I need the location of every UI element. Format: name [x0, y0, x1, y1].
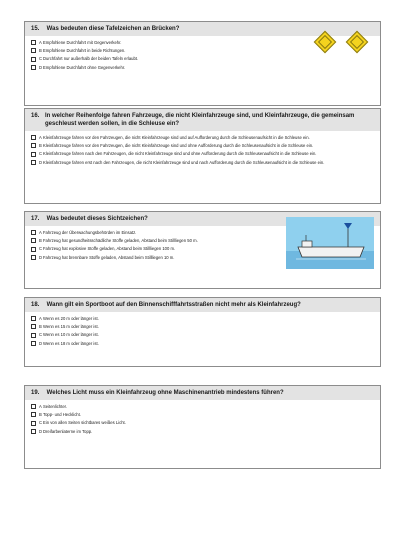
answer-checkbox[interactable]: [31, 421, 36, 426]
answer-text: Fahrzeug der Überwachungsbehörden im Einsatz.: [43, 230, 137, 235]
answer-checkbox[interactable]: [31, 247, 36, 252]
answer-option[interactable]: [31, 135, 374, 141]
question-header: [25, 386, 380, 400]
answer-text: Topp- und Hecklicht.: [43, 412, 81, 418]
answer-letter: D: [39, 159, 43, 165]
answer-letter: B: [39, 238, 42, 244]
answer-checkbox[interactable]: [31, 429, 36, 434]
answer-letter: C: [39, 332, 43, 338]
answer-checkbox[interactable]: [31, 57, 36, 62]
answer-option[interactable]: [31, 160, 374, 166]
answer-letter: D: [39, 254, 43, 260]
answer-checkbox[interactable]: [31, 230, 36, 235]
answer-letter: C: [39, 420, 43, 426]
answer-option[interactable]: [31, 404, 374, 410]
answer-text: Wenn es 10 m oder länger ist.: [43, 332, 99, 338]
answer-option[interactable]: [31, 246, 301, 252]
answer-option[interactable]: [31, 429, 374, 435]
answer-checkbox[interactable]: [31, 255, 36, 260]
answer-text: Fahrzeug hat explosive Stoffe geladen, Abstand beim Stillliegen 100 m.: [43, 246, 176, 252]
question-text: Was bedeuten diese Tafelzeichen an Brücken?: [46, 26, 180, 32]
answer-text: Ein von allen Seiten sichtbares weißes Licht.: [43, 420, 126, 426]
question-header: [25, 109, 380, 131]
answer-text: Kleinfahrzeuge fahren nach den Fahrzeugen, die nicht Kleinfahrzeuge sind und ohne Aufforderung durch die Schleusenaufsicht in die Schleuse ein.: [43, 151, 317, 157]
answer-option[interactable]: [31, 332, 374, 338]
question-text: Was bedeutet dieses Sichtzeichen?: [46, 216, 148, 222]
answer-checkbox[interactable]: [31, 324, 36, 329]
answer-letter: A: [39, 40, 42, 45]
question-number: 16.: [31, 113, 40, 119]
answer-letter: B: [39, 143, 42, 149]
answer-letter: C: [39, 246, 43, 252]
answer-checkbox[interactable]: [31, 160, 36, 165]
question-17: [24, 211, 381, 289]
answer-text: Kleinfahrzeuge fahren vor den Fahrzeugen, die nicht Kleinfahrzeuge sind und auf Aufforderung durch die Schleusenaufsicht in die Schleuse ein.: [43, 135, 310, 140]
answer-letter: C: [39, 56, 43, 62]
question-number: 18.: [31, 302, 40, 308]
answer-option[interactable]: [31, 143, 374, 149]
question-text: Wann gilt ein Sportboot auf den Binnenschifffahrtsstraßen nicht mehr als Kleinfahrzeug?: [46, 302, 301, 308]
question-number: 19.: [31, 390, 40, 396]
answer-text: Empfohlene Durchfahrt in beide Richtungen.: [43, 48, 126, 54]
answer-letter: A: [39, 404, 42, 409]
answer-option[interactable]: [31, 230, 301, 236]
answer-checkbox[interactable]: [31, 65, 36, 70]
answer-option[interactable]: [31, 420, 374, 426]
answer-checkbox[interactable]: [31, 238, 36, 243]
answer-option[interactable]: [31, 324, 374, 330]
answer-letter: D: [39, 64, 43, 70]
answer-text: Wenn es 15 m oder länger ist.: [43, 324, 99, 330]
answer-checkbox[interactable]: [31, 333, 36, 338]
answer-option[interactable]: [31, 238, 301, 244]
answer-option[interactable]: [31, 56, 374, 62]
answer-letter: A: [39, 316, 42, 321]
question-19: [24, 385, 381, 469]
answer-checkbox[interactable]: [31, 412, 36, 417]
answer-text: Seitenlichter.: [43, 404, 67, 409]
answer-checkbox[interactable]: [31, 143, 36, 148]
ship-with-blue-cone-illustration: [286, 217, 374, 269]
answer-checkbox[interactable]: [31, 316, 36, 321]
question-16: [24, 108, 381, 204]
answer-letter: C: [39, 151, 43, 157]
answer-checkbox[interactable]: [31, 135, 36, 140]
answer-text: Kleinfahrzeuge fahren vor den Fahrzeugen, die nicht Kleinfahrzeuge sind und ohne Aufforderung durch die Schleusenaufsicht in die Schleuse ein.: [43, 143, 314, 149]
answer-text: Durchfahrt nur außerhalb der beiden Tafeln erlaubt.: [43, 56, 139, 62]
answer-checkbox[interactable]: [31, 152, 36, 157]
answer-checkbox[interactable]: [31, 40, 36, 45]
answer-option[interactable]: [31, 151, 374, 157]
answer-checkbox[interactable]: [31, 404, 36, 409]
question-15: [24, 21, 381, 106]
answer-option[interactable]: [31, 341, 374, 347]
question-text: In welcher Reihenfolge fahren Fahrzeuge, die nicht Kleinfahrzeuge sind, und Kleinfahrzeuge, die gemeinsam geschleust werden sollen, in die Schleuse ein?: [45, 113, 355, 127]
answer-list: [25, 131, 380, 172]
answer-letter: D: [39, 428, 43, 434]
answer-text: Dreifarbenlaterne im Topp.: [43, 428, 93, 434]
answer-letter: B: [39, 412, 42, 418]
answer-checkbox[interactable]: [31, 341, 36, 346]
answer-text: Kleinfahrzeuge fahren erst nach den Fahrzeugen, die nicht Kleinfahrzeuge sind und nach Aufforderung durch die Schleusenaufsicht in die Schleuse ein.: [43, 159, 325, 165]
question-header: [25, 298, 380, 312]
answer-list: [25, 400, 380, 441]
answer-letter: D: [39, 340, 43, 346]
answer-option[interactable]: [31, 316, 374, 322]
answer-checkbox[interactable]: [31, 48, 36, 53]
answer-letter: B: [39, 48, 42, 54]
answer-option[interactable]: [31, 65, 374, 71]
question-number: 17.: [31, 216, 40, 222]
answer-list: [25, 226, 307, 267]
answer-text: Fahrzeug hat brennbare Stoffe geladen, Abstand beim Stillliegen 10 m.: [43, 254, 175, 260]
answer-letter: A: [39, 230, 42, 235]
answer-text: Wenn es 20 m oder länger ist.: [43, 316, 99, 321]
answer-text: Empfohlene Durchfahrt ohne Gegenverkehr.: [43, 64, 126, 70]
question-number: 15.: [31, 26, 40, 32]
answer-text: Wenn es 18 m oder länger ist.: [43, 340, 99, 346]
question-18: [24, 297, 381, 367]
answer-letter: B: [39, 324, 42, 330]
question-text: Welches Licht muss ein Kleinfahrzeug ohne Maschinenantrieb mindestens führen?: [46, 390, 284, 396]
answer-list: [25, 312, 380, 353]
answer-text: Empfohlene Durchfahrt mit Gegenverkehr.: [43, 40, 122, 45]
answer-option[interactable]: [31, 412, 374, 418]
answer-text: Fahrzeug hat gesundheitsschädliche Stoffe geladen, Abstand beim Stillliegen 50 m.: [43, 238, 198, 244]
answer-option[interactable]: [31, 255, 301, 261]
answer-letter: A: [39, 135, 42, 140]
